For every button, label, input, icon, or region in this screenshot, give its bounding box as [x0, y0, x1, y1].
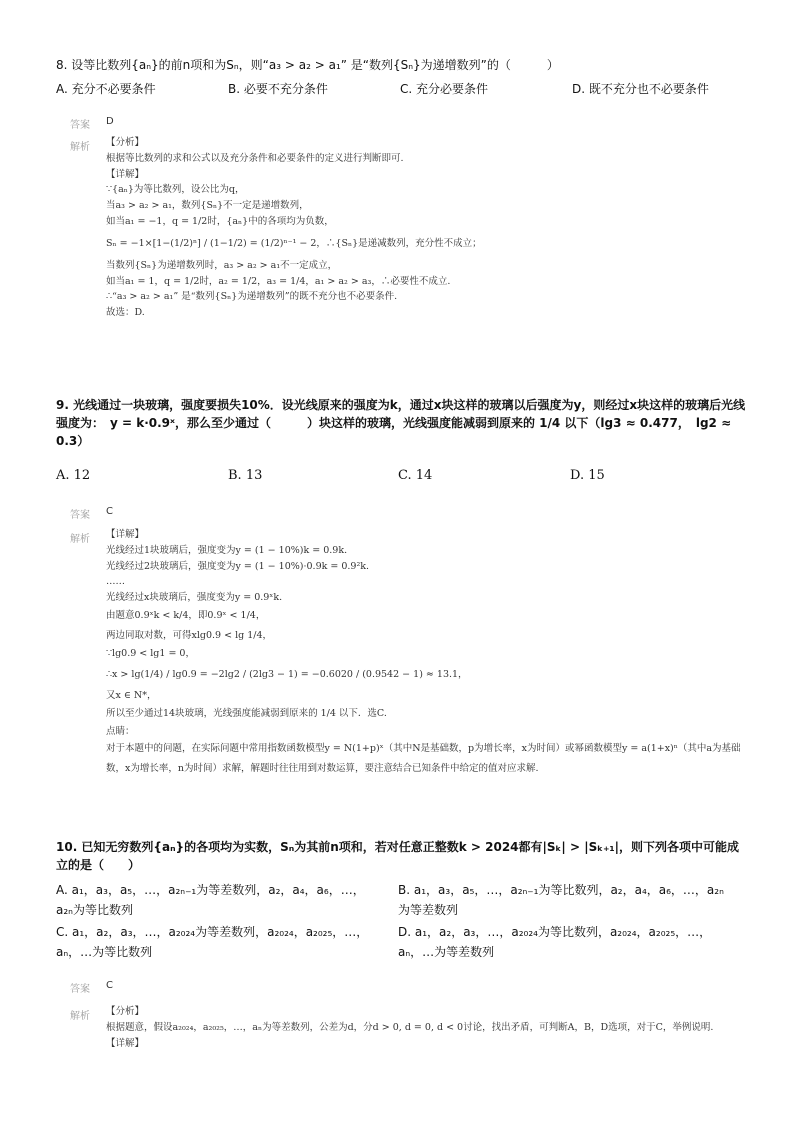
q8-analysis-label: 解析 [70, 142, 90, 153]
q8-line: ∴“a₃ > a₂ > a₁” 是“数列{Sₙ}为递增数列”的既不充分也不必要条件. [106, 291, 398, 303]
q8-line: ∵{aₙ}为等比数列，设公比为q， [106, 184, 245, 196]
q10-answer-value: C [106, 980, 113, 991]
q9-option-a[interactable]: A. 12 [56, 468, 91, 483]
q8-answer-value: D [106, 116, 114, 127]
q9-answer-value: C [106, 506, 113, 517]
q9-line: 光线经过x块玻璃后，强度变为y = 0.9ˣk. [106, 592, 283, 604]
q9-line: 对于本题中的问题，在实际问题中常用指数函数模型y = N(1+p)ˣ（其中N是基础数，p为增长率，x为时间）或幂函数模型y = a(1+x)ⁿ（其中a为基础数，x为增长率，n为时间）求解，解题时往往用到对数运算，要注意结合已知条件中给定的值对应求解. [106, 743, 741, 775]
question-8-stem: 8. 设等比数列{aₙ}的前n项和为Sₙ，则“a₃ > a₂ > a₁” 是“数列{Sₙ}为递增数列”的（ ） [56, 58, 559, 72]
q8-answer-label: 答案 [70, 120, 90, 131]
q8-line: 当数列{Sₙ}为递增数列时，a₃ > a₂ > a₁不一定成立， [106, 259, 338, 271]
q10-solution [106, 1004, 746, 1051]
q9-line: 【详解】 [106, 529, 145, 540]
q8-line: 【分析】 [106, 137, 145, 148]
q9-line: ∴x > lg(1/4) / lg0.9 = −2lg2 / (2lg3 − 1) = −0.6020 / (0.9542 − 1) ≈ 13.1， [106, 668, 468, 680]
q8-option-a[interactable]: A. 充分不必要条件 [56, 82, 156, 96]
q10-option-d[interactable]: D. a₁，a₂，a₃，…，a₂₀₂₄为等比数列，a₂₀₂₄，a₂₀₂₅，…，aₙ，…为等差数列 [398, 925, 712, 959]
q8-line: 如当a₁ = 1，q = 1/2时，a₂ = 1/2，a₃ = 1/4，a₁ > a₂ > a₃，∴必要性不成立. [106, 275, 451, 287]
q8-option-c[interactable]: C. 充分必要条件 [400, 82, 489, 96]
q9-line: 光线经过1块玻璃后，强度变为y = (1 − 10%)k = 0.9k. [106, 544, 348, 556]
q9-line: 由题意0.9ˣk < k/4，即0.9ˣ < 1/4， [106, 609, 266, 621]
q9-option-c[interactable]: C. 14 [398, 468, 433, 483]
q8-line: 当a₃ > a₂ > a₁，数列{Sₙ}不一定是递增数列， [106, 200, 309, 212]
question-10-stem: 10. 已知无穷数列{aₙ}的各项均为实数，Sₙ为其前n项和，若对任意正整数k > 2024都有|Sₖ| > |Sₖ₊₁|，则下列各项中可能成立的是（ ） [56, 840, 740, 872]
q9-analysis-label: 解析 [70, 534, 90, 545]
q9-line: 又x ∈ N*， [106, 689, 157, 701]
q9-line: ∵lg0.9 < lg1 = 0， [106, 647, 195, 659]
q10-line: 【分析】 [106, 1006, 145, 1017]
q9-option-b[interactable]: B. 13 [228, 468, 263, 483]
q9-line: …… [106, 576, 125, 588]
q8-option-d[interactable]: D. 既不充分也不必要条件 [572, 82, 709, 96]
q10-answer-label: 答案 [70, 984, 90, 995]
q8-option-b[interactable]: B. 必要不充分条件 [228, 82, 328, 96]
q9-option-d[interactable]: D. 15 [570, 468, 605, 483]
q9-line: 光线经过2块玻璃后，强度变为y = (1 − 10%)·0.9k = 0.9²k. [106, 560, 370, 572]
q8-line: 如当a₁ = −1，q = 1/2时，{aₙ}中的各项均为负数， [106, 215, 334, 227]
question-9-stem: 9. 光线通过一块玻璃，强度要损失10%．设光线原来的强度为k，通过x块这样的玻璃以后强度为y，则经过x块这样的玻璃后光线强度为： y = k·0.9ˣ，那么至少通过（ ）块这样的玻璃，光线强度能减弱到原来的 1/4 以下（lg3 ≈ 0.477， lg2 ≈ 0.3） [56, 398, 746, 448]
q10-option-a[interactable]: A. a₁，a₃，a₅，…，a₂ₙ₋₁为等差数列，a₂，a₄，a₆，…，a₂ₙ为等比数列 [56, 883, 365, 917]
q10-option-c[interactable]: C. a₁，a₂，a₃，…，a₂₀₂₄为等差数列，a₂₀₂₄，a₂₀₂₅，…，aₙ，…为等比数列 [56, 925, 369, 959]
q8-line: 【详解】 [106, 168, 145, 180]
q9-answer-label: 答案 [70, 510, 90, 521]
q8-line: 根据等比数列的求和公式以及充分条件和必要条件的定义进行判断即可. [106, 152, 404, 164]
q9-solution [106, 527, 746, 779]
q8-line: Sₙ = −1×[1−(1/2)ⁿ] / (1−1/2) = (1/2)ⁿ⁻¹ − 2，∴{Sₙ}是递减数列，充分性不成立； [106, 237, 482, 249]
q10-analysis-label: 解析 [70, 1011, 90, 1022]
q10-line: 根据题意，假设a₂₀₂₄，a₂₀₂₅，…，aₙ为等差数列，公差为d，分d > 0, d = 0, d < 0讨论，找出矛盾，可判断A，B，D选项，对于C，举例说明. [106, 1021, 714, 1033]
q9-line: 两边同取对数，可得xlg0.9 < lg 1/4， [106, 629, 273, 641]
q8-line: 故选：D. [106, 307, 145, 319]
q10-option-b[interactable]: B. a₁，a₃，a₅，…，a₂ₙ₋₁为等比数列，a₂，a₄，a₆，…，a₂ₙ为等差数列 [398, 883, 724, 917]
q10-line: 【详解】 [106, 1037, 145, 1049]
q9-line: 所以至少通过14块玻璃，光线强度能减弱到原来的 1/4 以下．选C. [106, 707, 387, 719]
q9-line: 点睛： [106, 725, 135, 737]
q8-solution [106, 135, 746, 321]
